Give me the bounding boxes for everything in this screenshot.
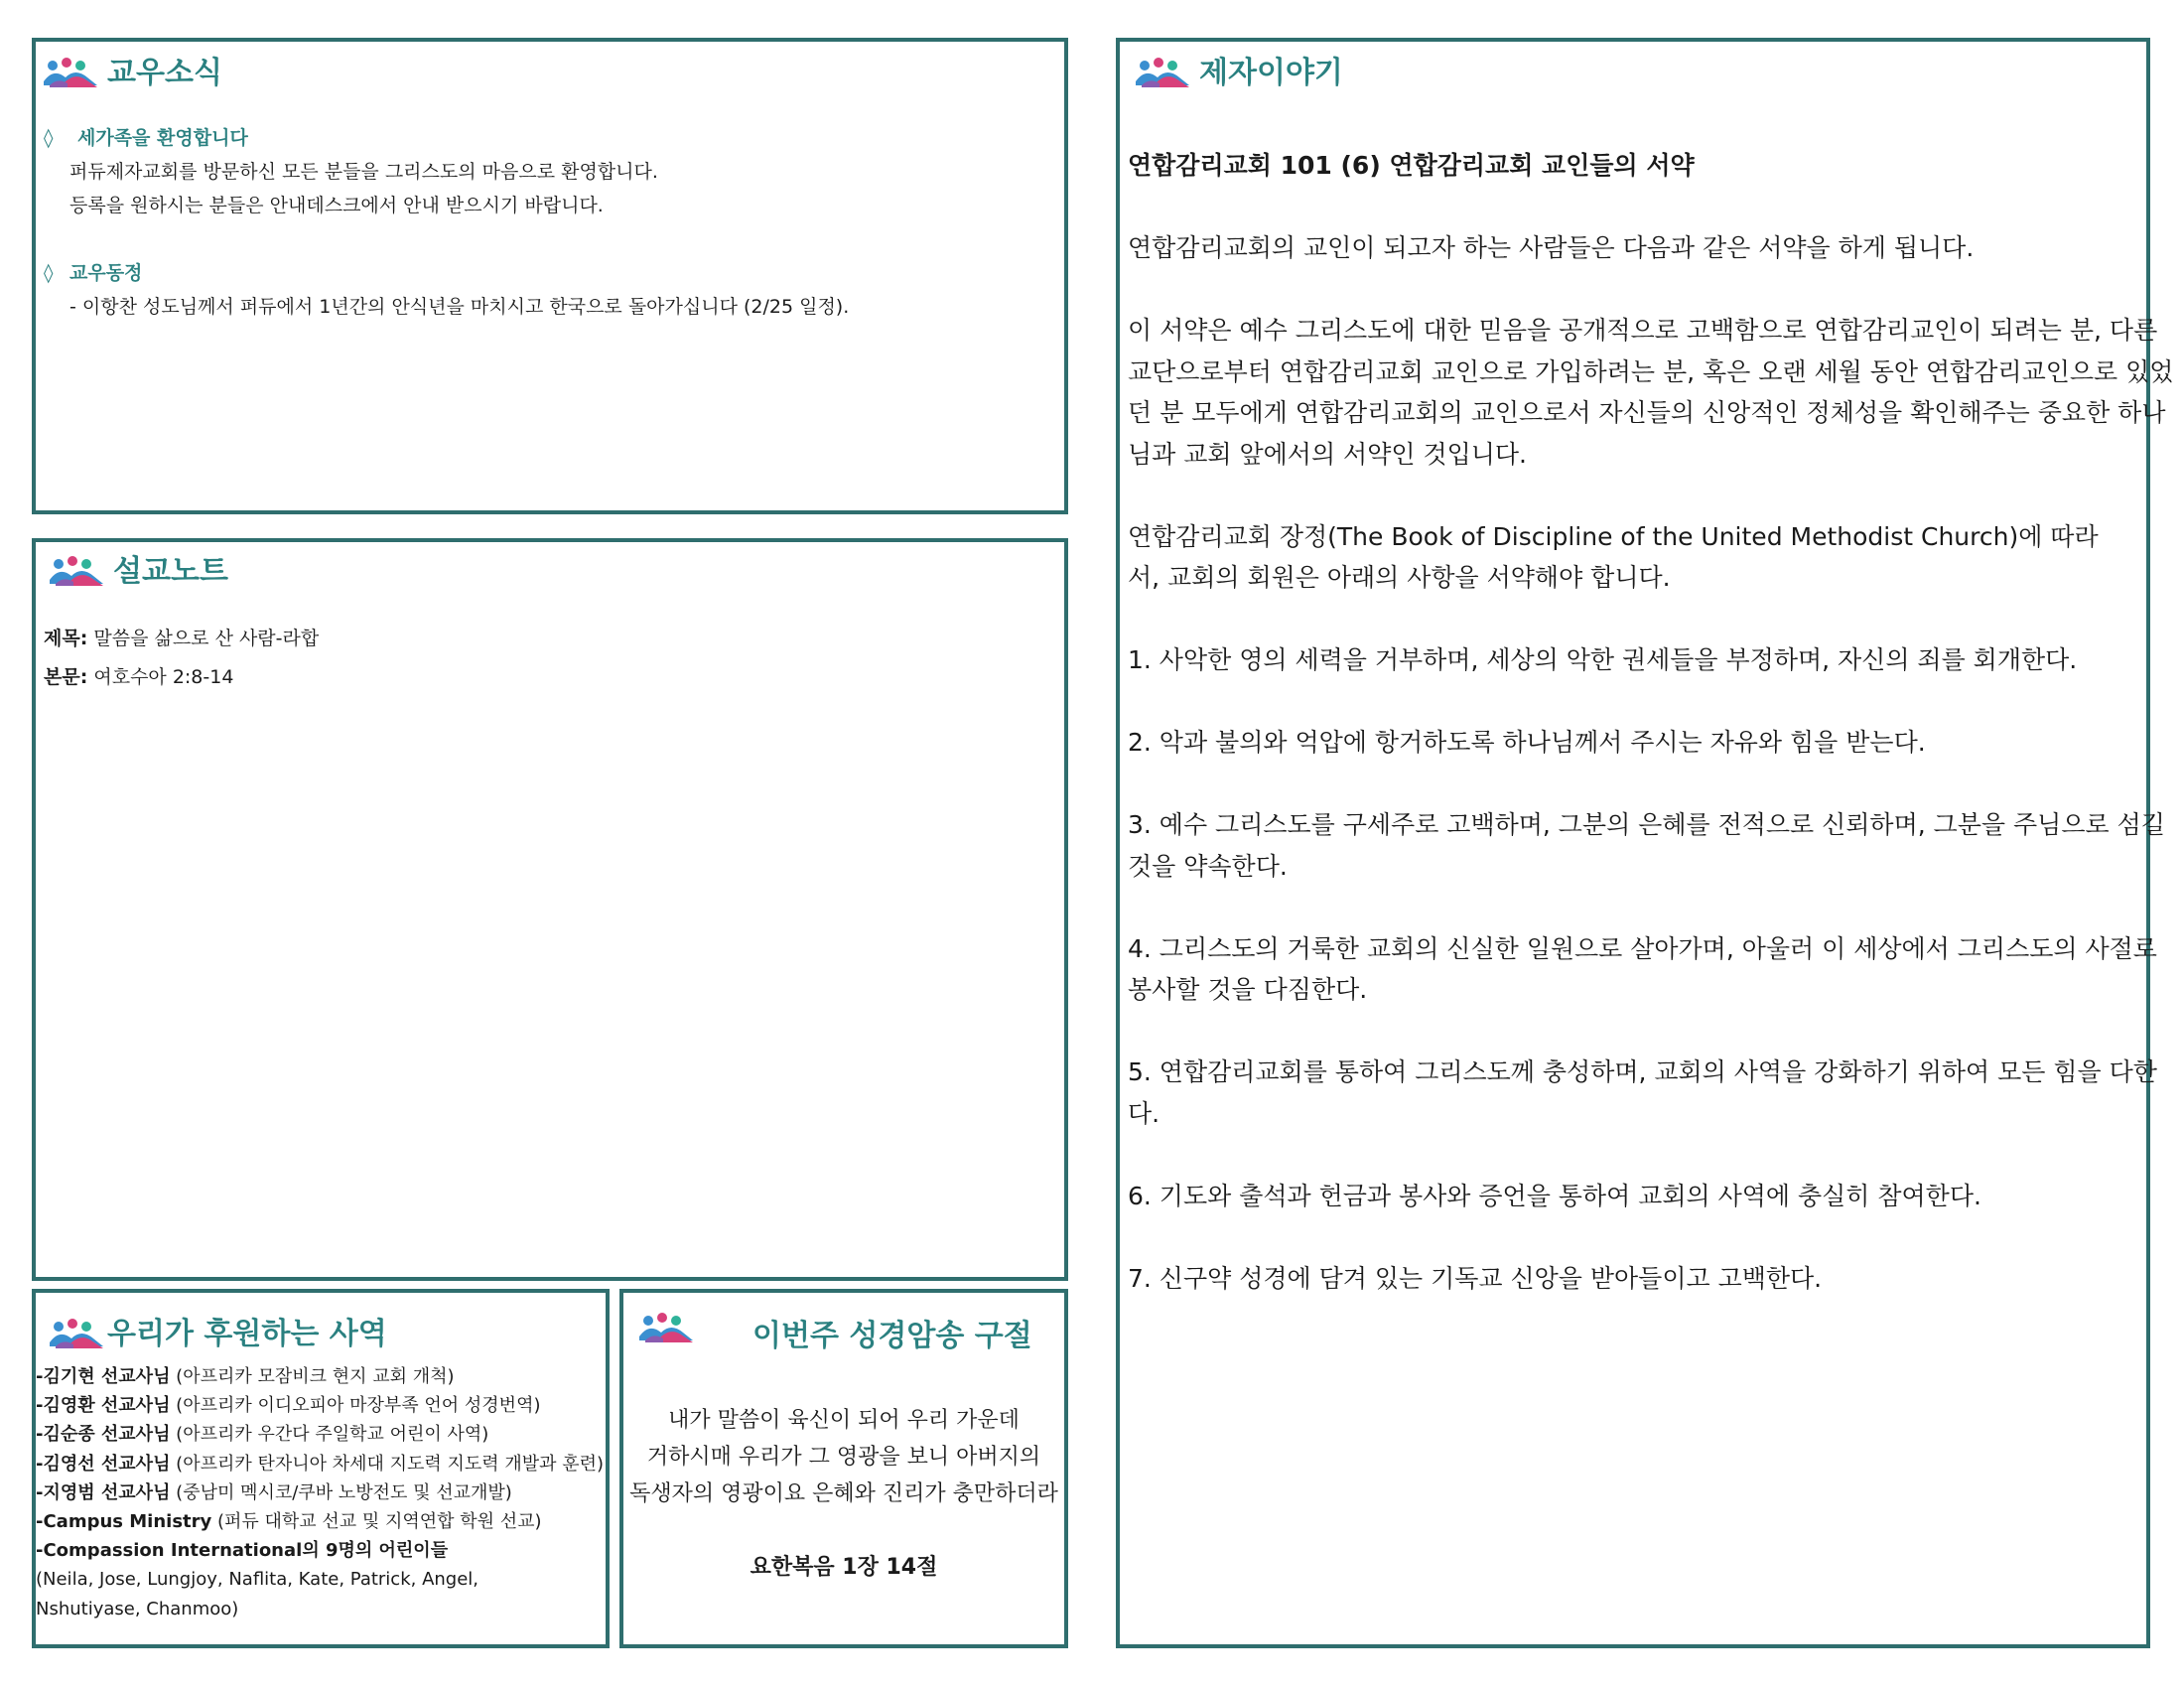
church-logo-icon: [42, 56, 99, 91]
list-item: [36, 1507, 604, 1536]
disciple-story-box: [1116, 38, 2174, 1648]
sermon-passage-row: [44, 658, 319, 697]
vow-line: 것을 약속한다.: [1128, 851, 1288, 881]
missions-list: [36, 1362, 604, 1623]
list-item: [36, 1478, 604, 1507]
mission-desc: (아프리카 탄자니아 차세대 지도력 지도력 개발과 훈련): [170, 1453, 605, 1475]
sermon-note-box: [32, 538, 1068, 1281]
missions-title-row: [48, 1317, 387, 1352]
memory-verse-title: 이번주 성경암송 구절: [752, 1319, 1032, 1353]
sermon-topic-row: [44, 620, 319, 658]
mission-desc: (아프리카 우간다 주일학교 어린이 사역): [170, 1424, 489, 1446]
list-item: [36, 1536, 604, 1565]
verse-line: 내가 말씀이 육신이 되어 우리 가운데: [668, 1408, 1020, 1433]
sermon-topic: 말씀을 삶으로 산 사람-라합: [93, 628, 320, 649]
welcome-heading: 세가족을 환영합니다: [77, 127, 248, 149]
missionary-name: -지영범 선교사님: [36, 1481, 171, 1503]
verse-reference: 요한복음 1장 14절: [750, 1555, 938, 1580]
mission-desc: (퍼듀 대학교 선교 및 지역연합 학원 선교): [211, 1511, 542, 1533]
sermon-title-row: [48, 554, 228, 590]
list-item: [36, 1420, 604, 1449]
status-line: - 이항찬 성도님께서 퍼듀에서 1년간의 안식년을 마치시고 한국으로 돌아가십니다 (2/25 일정).: [69, 296, 850, 318]
sermon-passage-label: 본문:: [44, 666, 88, 688]
vow-line: 다.: [1128, 1098, 1160, 1128]
missionary-name: -김영선 선교사님: [36, 1453, 171, 1475]
welcome-heading-row: [44, 121, 1056, 155]
vow-line: 봉사할 것을 다짐한다.: [1128, 975, 1368, 1004]
children-names: (Neila, Jose, Lungjoy, Naflita, Kate, Patrick, Angel,: [36, 1569, 479, 1591]
diamond-bullet-icon: ◊: [44, 262, 54, 284]
church-news-title: 교우소식: [107, 56, 222, 90]
mission-desc: (아프리카 이디오피아 마장부족 언어 성경번역): [170, 1395, 541, 1417]
welcome-line: 등록을 원하시는 분들은 안내데스크에서 안내 받으시기 바랍니다.: [69, 195, 604, 216]
vow-line: 3. 예수 그리스도를 구세주로 고백하며, 그분의 은혜를 전적으로 신뢰하며, 그분을 주님으로 섬길: [1128, 810, 2165, 839]
missions-box: [32, 1289, 610, 1648]
missionary-name: -Compassion International의 9명의 어린이들: [36, 1540, 449, 1562]
status-heading-row: [44, 256, 1056, 290]
missionary-name: -김기현 선교사님: [36, 1366, 171, 1387]
article-line: 던 분 모두에게 연합감리교회의 교인으로서 자신들의 신앙적인 정체성을 확인해주는 중요한 하나: [1128, 398, 2166, 427]
church-logo-icon: [637, 1311, 695, 1346]
vow-line: 2. 악과 불의와 억압에 항거하도록 하나님께서 주시는 자유와 힘을 받는다.: [1128, 728, 1926, 757]
welcome-section: [44, 121, 1056, 324]
missionary-name: -Campus Ministry: [36, 1511, 212, 1533]
article-line: 교단으로부터 연합감리교회 교인으로 가입하려는 분, 혹은 오랜 세월 동안 연합감리교인으로 있었: [1128, 356, 2174, 386]
verse-line: 독생자의 영광이요 은혜와 진리가 충만하더라: [629, 1481, 1058, 1506]
list-item: [36, 1450, 604, 1478]
mission-desc: (아프리카 모잠비크 현지 교회 개척): [170, 1366, 455, 1387]
article-line: 서, 교회의 회원은 아래의 사항을 서약해야 합니다.: [1128, 563, 1671, 592]
church-logo-icon: [1134, 56, 1191, 91]
children-names: Nshutiyase, Chanmoo): [36, 1598, 239, 1619]
church-news-box: [32, 38, 1068, 514]
missions-title: 우리가 후원하는 사역: [107, 1317, 387, 1351]
list-item: [36, 1362, 604, 1391]
sermon-details: [44, 620, 319, 697]
disciple-title: 제자이야기: [1199, 56, 1343, 90]
church-logo-icon: [48, 554, 105, 590]
missionary-name: -김영환 선교사님: [36, 1395, 171, 1417]
vow-line: 4. 그리스도의 거룩한 교회의 신실한 일원으로 살아가며, 아울러 이 세상에서 그리스도의 사절로: [1128, 933, 2157, 963]
sermon-title: 설교노트: [113, 554, 228, 589]
article-line: 연합감리교회 장정(The Book of Discipline of the United Methodist Church)에 따라: [1128, 521, 2099, 551]
article-line: 이 서약은 예수 그리스도에 대한 믿음을 공개적으로 고백함으로 연합감리교인이 되려는 분, 다른: [1128, 316, 2158, 345]
memory-verse-box: [619, 1289, 1068, 1648]
article-heading: 연합감리교회 101 (6) 연합감리교회 교인들의 서약: [1128, 151, 1695, 180]
verse-text: [623, 1402, 1064, 1586]
diamond-bullet-icon: ◊: [44, 127, 54, 149]
church-news-title-row: [42, 56, 222, 91]
welcome-line: 퍼듀제자교회를 방문하신 모든 분들을 그리스도의 마음으로 환영합니다.: [69, 161, 658, 183]
disciple-body: [1128, 145, 2174, 1299]
status-heading: 교우동정: [69, 262, 143, 284]
disciple-title-row: [1134, 56, 1343, 91]
article-line: 님과 교회 앞에서의 서약인 것입니다.: [1128, 439, 1527, 469]
vow-line: 5. 연합감리교회를 통하여 그리스도께 충성하며, 교회의 사역을 강화하기 위하여 모든 힘을 다한: [1128, 1057, 2157, 1086]
sermon-topic-label: 제목:: [44, 628, 88, 649]
article-intro: 연합감리교회의 교인이 되고자 하는 사람들은 다음과 같은 서약을 하게 됩니다.: [1128, 233, 1975, 262]
church-logo-icon: [48, 1317, 105, 1352]
verse-line: 거하시매 우리가 그 영광을 보니 아버지의: [646, 1445, 1041, 1470]
sermon-passage: 여호수아 2:8-14: [93, 666, 234, 688]
vow-line: 7. 신구약 성경에 담겨 있는 기독교 신앙을 받아들이고 고백한다.: [1128, 1263, 1823, 1293]
vow-line: 6. 기도와 출석과 헌금과 봉사와 증언을 통하여 교회의 사역에 충실히 참여한다.: [1128, 1181, 1981, 1210]
missionary-name: -김순종 선교사님: [36, 1424, 171, 1446]
list-item: [36, 1391, 604, 1420]
mission-desc: (중남미 멕시코/쿠바 노방전도 및 선교개발): [170, 1481, 512, 1503]
vow-line: 1. 사악한 영의 세력을 거부하며, 세상의 악한 권세들을 부정하며, 자신의 죄를 회개한다.: [1128, 645, 2078, 674]
